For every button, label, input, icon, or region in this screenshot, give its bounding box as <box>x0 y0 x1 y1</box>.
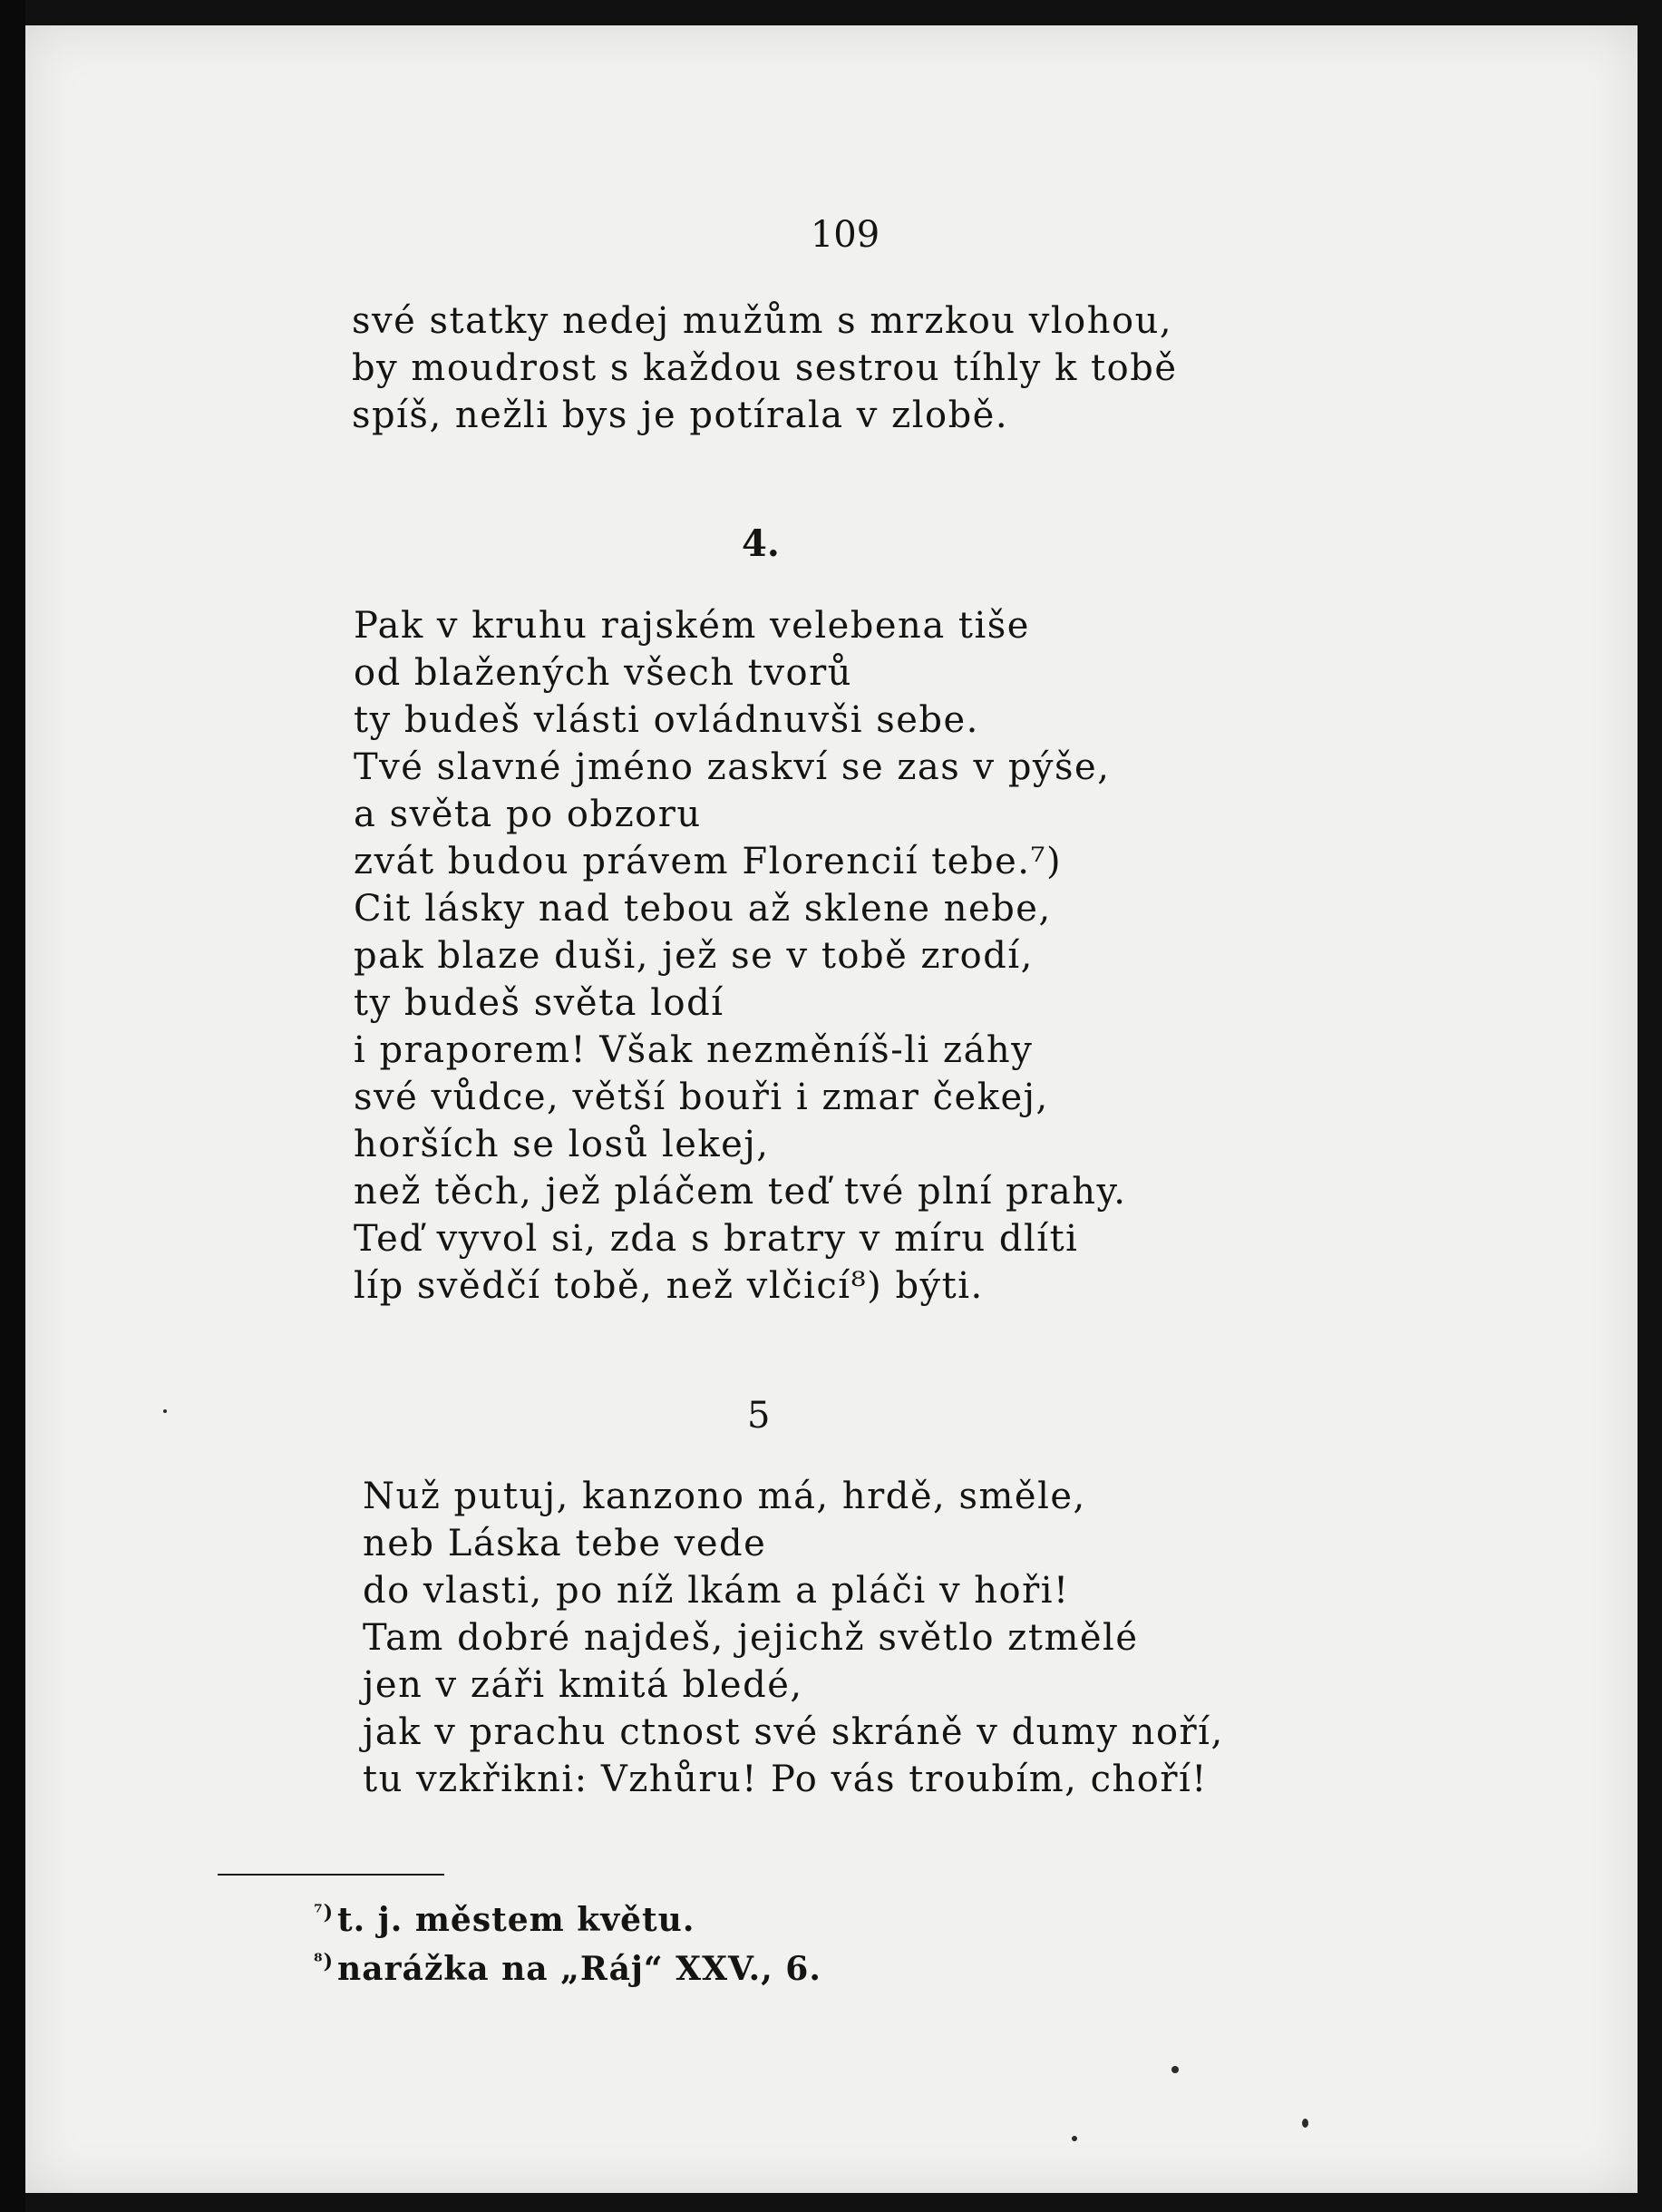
book-page <box>25 25 1638 2193</box>
scan-speck <box>1072 2136 1077 2141</box>
verse-line: by moudrost s každou sestrou tíhly k tobě <box>352 347 1178 389</box>
verse-line: než těch, jež pláčem teď tvé plní prahy. <box>354 1171 1127 1213</box>
verse-line: Tam dobré najdeš, jejichž světlo ztmělé <box>363 1617 1139 1659</box>
footnote-text: t. j. městem květu. <box>337 1901 695 1939</box>
footnote-marker: ⁷) <box>314 1901 335 1925</box>
stanza-continued <box>352 297 1177 439</box>
scan-speck <box>163 1409 167 1413</box>
page-number: 109 <box>810 214 880 256</box>
footnote-marker: ⁸) <box>314 1950 335 1973</box>
verse-line: jen v záři kmitá bledé, <box>363 1664 803 1706</box>
verse-line: do vlasti, po níž lkám a pláči v hoři! <box>363 1570 1070 1612</box>
verse-line: a světa po obzoru <box>354 794 702 835</box>
verse-line: Cit lásky nad tebou až sklene nebe, <box>354 888 1052 930</box>
stanza-5 <box>363 1473 1224 1803</box>
verse-line: horších se losů lekej, <box>354 1124 770 1165</box>
verse-line: své statky nedej mužům s mrzkou vlohou, <box>352 300 1173 342</box>
verse-line: pak blaze duši, jež se v tobě zrodí, <box>354 935 1034 977</box>
scan-speck <box>1171 2066 1179 2073</box>
footnote <box>314 1941 821 1990</box>
verse-line: Nuž putuj, kanzono má, hrdě, směle, <box>363 1476 1086 1517</box>
footnote-text: narážka na „Ráj“ XXV., 6. <box>337 1950 821 1988</box>
scan-speck <box>1302 2119 1308 2128</box>
verse-line: jak v prachu ctnost své skráně v dumy noří, <box>363 1711 1224 1753</box>
verse-line: své vůdce, větší bouři i zmar čekej, <box>354 1077 1049 1118</box>
stanza-number-5: 5 <box>747 1395 771 1437</box>
verse-line: ty budeš světa lodí <box>354 982 724 1024</box>
verse-line: Pak v kruhu rajském velebena tiše <box>354 605 1030 647</box>
verse-line: neb Láska tebe vede <box>363 1523 767 1564</box>
verse-line: i praporem! Však nezměníš-li záhy <box>354 1029 1034 1071</box>
scan-border <box>0 0 25 2212</box>
verse-line: zvát budou právem Florencií tebe.⁷) <box>354 841 1063 882</box>
verse-line: od blažených všech tvorů <box>354 652 852 694</box>
verse-line: Teď vyvol si, zda s bratry v míru dlíti <box>354 1218 1079 1260</box>
footnote-rule <box>218 1874 444 1876</box>
stanza-4 <box>354 602 1127 1310</box>
verse-line: Tvé slavné jméno zaskví se zas v pýše, <box>354 746 1111 788</box>
verse-line: spíš, nežli bys je potírala v zlobě. <box>352 395 1009 436</box>
stanza-number-4: 4. <box>742 522 780 565</box>
footnotes <box>314 1892 821 1990</box>
verse-line: ty budeš vlásti ovládnuvši sebe. <box>354 699 979 741</box>
verse-line: líp svědčí tobě, než vlčicí⁸) býti. <box>354 1265 984 1307</box>
footnote <box>314 1892 821 1941</box>
verse-line: tu vzkřikni: Vzhůru! Po vás troubím, choří! <box>363 1759 1208 1800</box>
